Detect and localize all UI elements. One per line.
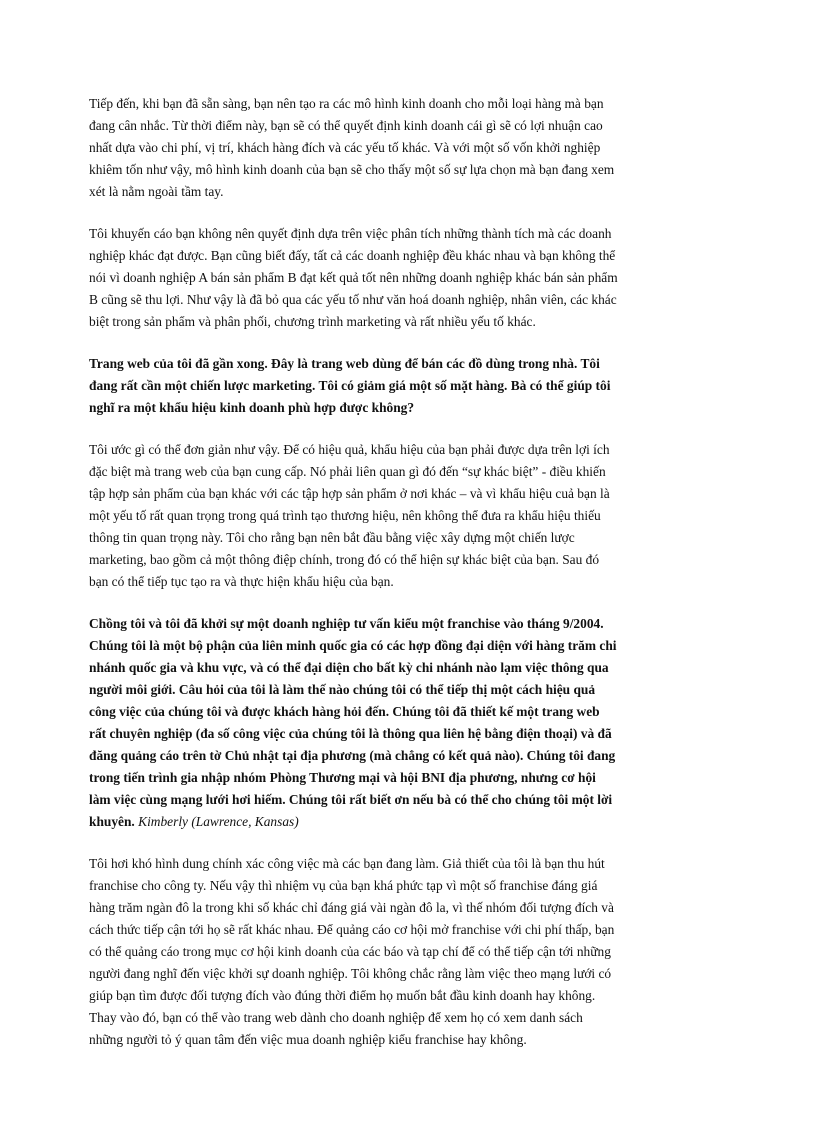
question-author: Kimberly (Lawrence, Kansas) bbox=[138, 814, 299, 829]
paragraph-business-models: Tiếp đến, khi bạn đã sẵn sàng, bạn nên tạo ra các mô hình kinh doanh cho mỗi loại hàng mà bạn đang cân nhắc. Từ thời điểm này, bạn sẽ có thể quyết định kinh doanh cái gì sẽ có lợi nhuận cao nhất dựa vào chi phí, vị trí, khách hàng đích và các yếu tố khác. Và với một số vốn khởi nghiệp khiêm tốn như vậy, mô hình kinh doanh của bạn sẽ cho thấy một số sự lựa chọn mà bạn đang xem xét là nằm ngoài tầm tay. bbox=[89, 96, 615, 199]
answer-franchise-consulting: Tôi hơi khó hình dung chính xác công việc mà các bạn đang làm. Giả thiết của tôi là bạn thu hút franchise cho công ty. Nếu vậy thì nhiệm vụ của bạn khá phức tạp vì một số franchise đáng giá hàng trăm ngàn đô la trong khi số khác chỉ đáng giá vài ngàn đô la, vì thế nhóm đối tượng đích và cách thức tiếp cận tới họ sẽ rất khác nhau. Để quảng cáo cơ hội mở franchise với chi phí thấp, bạn có thể quảng cáo trong mục cơ hội kinh doanh của các báo và tạp chí để có thể tiếp cận tới những người đang nghĩ đến việc khởi sự doanh nghiệp. Tôi không chắc rằng làm việc theo mạng lưới có giúp bạn tìm được đối tượng đích vào đúng thời điểm họ muốn bắt đầu kinh doanh hay không. Thay vào đó, bạn có thể vào trang web dành cho doanh nghiệp để xem họ có xem danh sách những người tỏ ý quan tâm đến việc mua doanh nghiệp kiểu franchise hay không. bbox=[89, 856, 615, 1047]
question-franchise-text: Chồng tôi và tôi đã khởi sự một doanh nghiệp tư vấn kiểu một franchise vào tháng 9/2004. Chúng tôi là một bộ phận của liên minh quốc gia có các hợp đồng đại diện với hàng trăm chi nhánh quốc gia và khu vực, và có thể đại diện cho bất kỳ chi nhánh nào lạm việc thông qua người môi giới. Câu hỏi của tôi là làm thế nào chúng tôi có thể tiếp thị một cách hiệu quả công việc của chúng tôi và được khách hàng hỏi đến. Chúng tôi đã thiết kế một trang web rất chuyên nghiệp (đa số công việc của chúng tôi là thông qua liên hệ bằng điện thoại) và đã đăng quảng cáo trên tờ Chủ nhật tại địa phương (mà chẳng có kết quả nào). Chúng tôi đang trong tiến trình gia nhập nhóm Phòng Thương mại và hội BNI địa phương, nhưng cơ hội làm việc cùng mạng lưới hơi hiếm. Chúng tôi rất biết ơn nếu bà có thể cho chúng tôi một lời khuyên. bbox=[89, 616, 617, 829]
question-franchise-consulting bbox=[89, 613, 619, 833]
answer-website-slogan: Tôi ước gì có thể đơn giản như vậy. Để có hiệu quả, khẩu hiệu của bạn phải được dựa trên lợi ích đặc biệt mà trang web của bạn cung cấp. Nó phải liên quan gì đó đến “sự khác biệt” - điều khiến tập hợp sản phẩm của bạn khác với các tập hợp sản phẩm ở nơi khác – và vì khẩu hiệu cuả bạn là một yếu tố rất quan trọng trong quá trình tạo thương hiệu, nên không thể đưa ra khẩu hiệu thiếu thông tin quan trọng này. Tôi cho rằng bạn nên bắt đầu bằng việc xây dựng một chiến lược marketing, bao gồm cả một thông điệp chính, trong đó có thể hiện sự khác biệt của bạn. Sau đó bạn có thể tiếp tục tạo ra và thực hiện khẩu hiệu của bạn. bbox=[89, 442, 610, 589]
question-website-slogan: Trang web của tôi đã gần xong. Đây là trang web dùng để bán các đồ dùng trong nhà. Tôi đang rất cần một chiến lược marketing. Tôi có giảm giá một số mặt hàng. Bà có thể giúp tôi nghĩ ra một khẩu hiệu kinh doanh phù hợp được không? bbox=[89, 356, 611, 415]
document-page bbox=[89, 93, 619, 1071]
paragraph-advice-comparison: Tôi khuyến cáo bạn không nên quyết định dựa trên việc phân tích những thành tích mà các doanh nghiệp khác đạt được. Bạn cũng biết đấy, tất cả các doanh nghiệp đều khác nhau và bạn không thể nói vì doanh nghiệp A bán sản phẩm B đạt kết quả tốt nên những doanh nghiệp khác bán sản phẩm B cũng sẽ thu lợi. Như vậy là đã bỏ qua các yếu tố như văn hoá doanh nghiệp, nhân viên, các khác biệt trong sản phẩm và phân phối, chương trình marketing và rất nhiều yếu tố khác. bbox=[89, 226, 618, 329]
